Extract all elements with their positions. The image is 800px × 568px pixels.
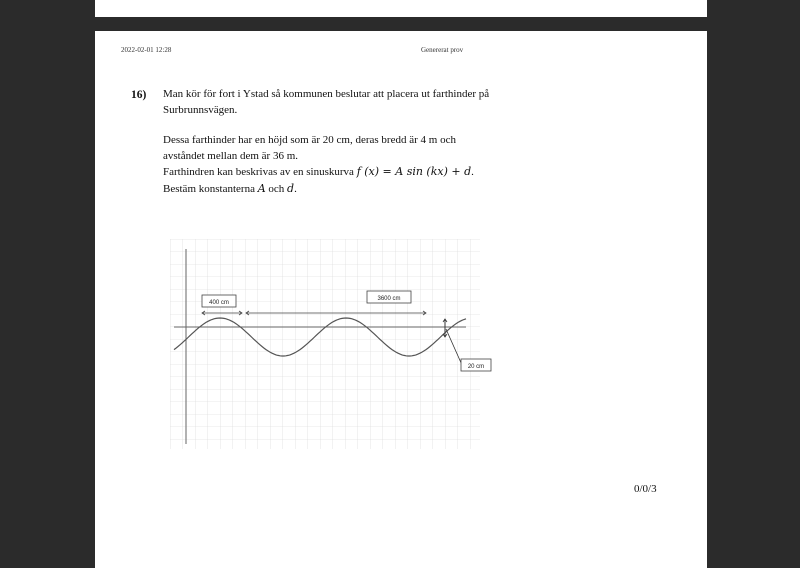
sine-wave-figure xyxy=(170,239,485,449)
svg-text:3600 cm: 3600 cm xyxy=(377,296,401,302)
question-line: Surbrunnsvägen. xyxy=(163,103,238,116)
document-page xyxy=(95,31,707,568)
header-date: 2022-02-01 12:28 xyxy=(121,46,172,54)
question-line: avståndet mellan dem är 36 m. xyxy=(163,149,299,162)
previous-page-bottom xyxy=(95,0,707,17)
svg-text:400 cm: 400 cm xyxy=(209,300,229,306)
sine-wave-graph xyxy=(170,239,485,449)
svg-text:20 cm: 20 cm xyxy=(467,364,485,370)
score-points: 0/0/3 xyxy=(634,483,657,495)
formula: f (x) = A sin (kx) + d xyxy=(356,165,472,178)
height-value: 20 cm xyxy=(322,134,350,146)
question-number: 16) xyxy=(131,89,147,101)
question-line: Bestäm konstanterna A och d. xyxy=(163,181,297,195)
width-value: 4 m xyxy=(420,134,438,146)
header-title: Genererat prov xyxy=(421,46,464,54)
distance-label xyxy=(367,291,411,303)
question-text xyxy=(163,87,563,197)
question-line: Farthindren kan beskrivas av en sinuskurva f (x) = A sin (kx) + d. xyxy=(163,165,474,178)
question-line: Dessa farthinder har en höjd som är 20 cm, deras bredd är 4 m och xyxy=(163,134,456,146)
constant-d: d xyxy=(287,181,295,195)
distance-value: 36 m xyxy=(272,149,296,162)
question-line: Man kör för fort i Ystad så kommunen beslutar att placera ut farthinder på xyxy=(163,88,490,100)
height-label xyxy=(461,359,491,371)
constant-a: A xyxy=(257,181,266,195)
width-label xyxy=(202,295,236,307)
